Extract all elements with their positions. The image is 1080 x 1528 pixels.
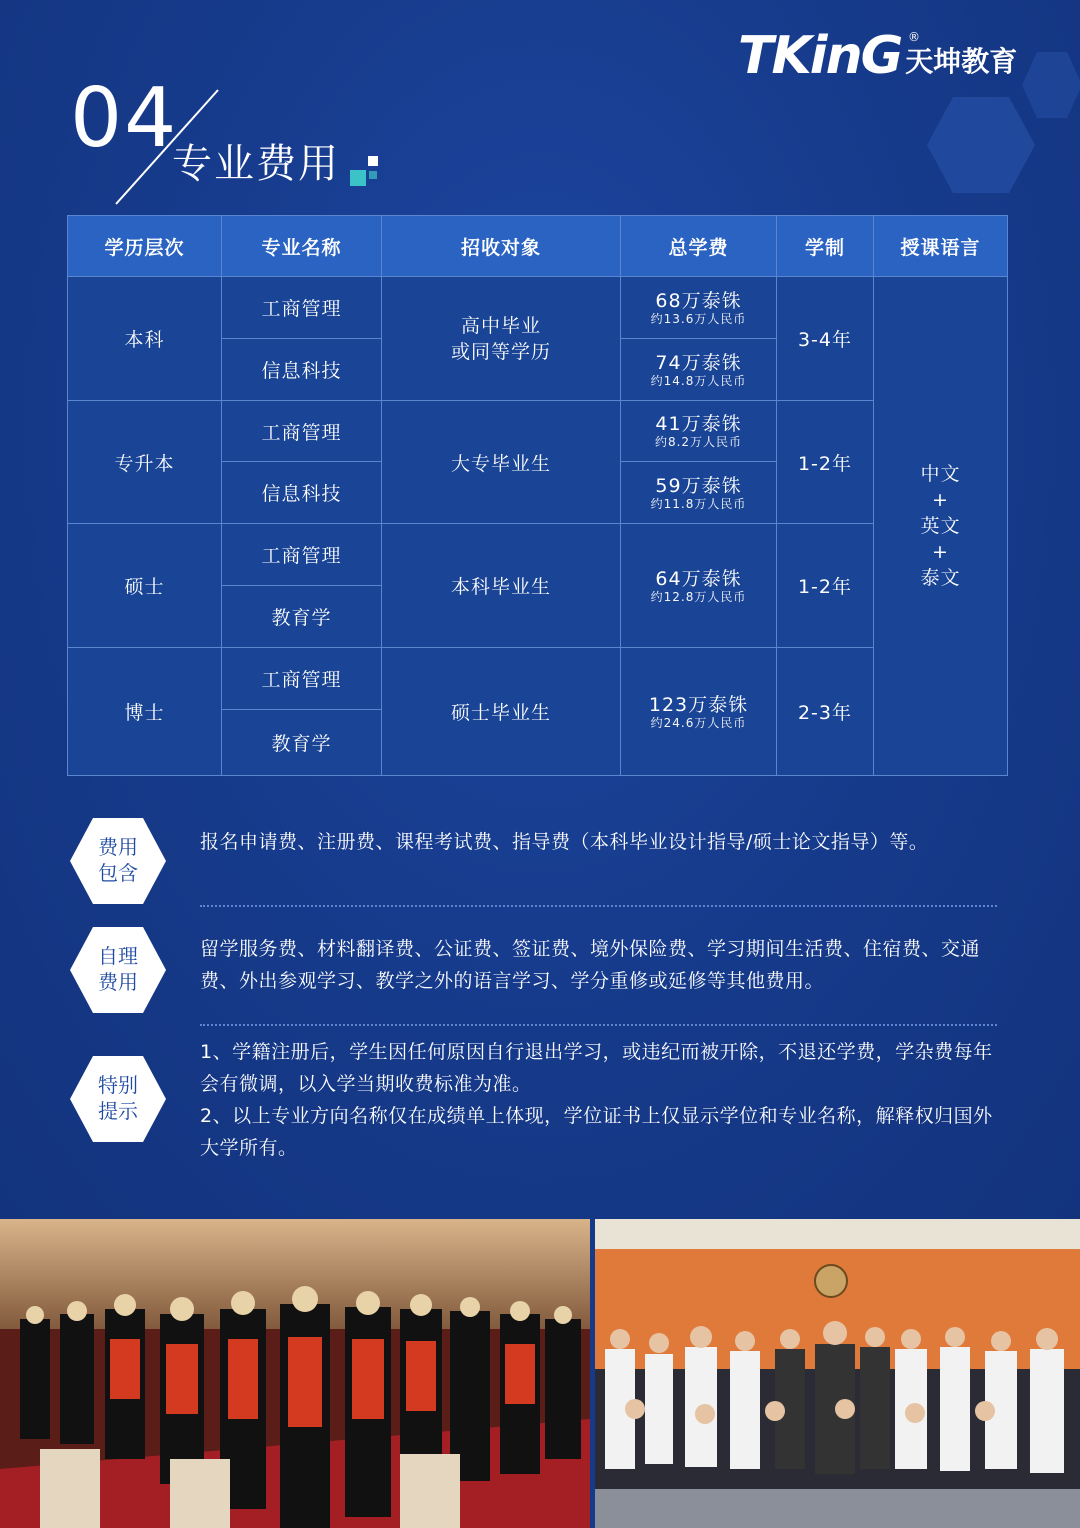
header-tuition: 总学费 xyxy=(621,216,777,277)
tuition-thb: 41万泰铢 xyxy=(655,413,742,435)
program-cell: 工商管理 xyxy=(222,277,382,339)
note-fees-included xyxy=(68,816,1008,908)
dotted-divider xyxy=(200,905,997,907)
note-text xyxy=(200,1036,1010,1164)
header-level: 学历层次 xyxy=(68,216,222,277)
duration-cell: 1-2年 xyxy=(777,524,874,648)
language-chinese: 中文 xyxy=(920,463,961,485)
language-plus: + xyxy=(932,541,949,563)
tuition-thb: 59万泰铢 xyxy=(655,474,742,497)
table-row xyxy=(68,648,1008,710)
tuition-thb: 68万泰铢 xyxy=(655,289,742,312)
tuition-thb: 64万泰铢 xyxy=(655,567,742,590)
level-cell: 专升本 xyxy=(68,401,222,524)
badge-line: 费用 xyxy=(98,835,138,859)
tip-item: 2、以上专业方向名称仅在成绩单上体现，学位证书上仅显示学位和专业名称，解释权归国外大学所有。 xyxy=(200,1105,993,1159)
fee-table xyxy=(67,215,1008,776)
registered-mark: ® xyxy=(908,30,920,44)
photo-illustration xyxy=(595,1219,1080,1528)
header-language: 授课语言 xyxy=(874,216,1008,277)
audience-cell: 大专毕业生 xyxy=(382,401,621,524)
program-cell: 教育学 xyxy=(222,586,382,648)
tuition-cell xyxy=(621,462,777,524)
duration-cell: 2-3年 xyxy=(777,648,874,776)
tuition-rmb: 约13.6万人民币 xyxy=(650,311,747,326)
brand-logo xyxy=(738,22,1018,86)
tuition-cell xyxy=(621,648,777,776)
note-special-tips xyxy=(68,1036,1008,1176)
tuition-rmb: 约24.6万人民币 xyxy=(650,715,747,730)
program-cell: 工商管理 xyxy=(222,524,382,586)
table-row xyxy=(68,277,1008,339)
duration-cell: 3-4年 xyxy=(777,277,874,401)
audience-cell xyxy=(382,277,621,401)
note-badge xyxy=(68,834,168,886)
program-cell: 信息科技 xyxy=(222,339,382,401)
tuition-cell xyxy=(621,524,777,648)
audience-line: 高中毕业 xyxy=(460,314,541,337)
language-thai: 泰文 xyxy=(920,567,961,589)
program-cell: 信息科技 xyxy=(222,462,382,524)
header-program: 专业名称 xyxy=(222,216,382,277)
tuition-thb: 123万泰铢 xyxy=(648,693,749,716)
badge-line: 自理 xyxy=(98,944,138,968)
tuition-cell xyxy=(621,277,777,339)
language-english: 英文 xyxy=(920,515,961,537)
note-text: 报名申请费、注册费、课程考试费、指导费（本科毕业设计指导/硕士论文指导）等。 xyxy=(200,831,929,853)
tuition-cell xyxy=(621,339,777,401)
squares-decoration xyxy=(350,156,384,190)
tuition-cell xyxy=(621,401,777,462)
dotted-divider xyxy=(200,1024,997,1026)
note-self-paid xyxy=(68,925,1008,1017)
hexagon-decoration-small xyxy=(1022,50,1080,120)
program-cell: 工商管理 xyxy=(222,401,382,462)
audience-line: 或同等学历 xyxy=(450,340,551,363)
tuition-rmb: 约12.8万人民币 xyxy=(650,589,747,604)
level-cell: 博士 xyxy=(68,648,222,776)
note-badge xyxy=(68,1072,168,1124)
level-cell: 硕士 xyxy=(68,524,222,648)
tuition-thb: 74万泰铢 xyxy=(655,351,742,374)
level-cell: 本科 xyxy=(68,277,222,401)
audience-cell: 硕士毕业生 xyxy=(382,648,621,776)
header-audience: 招收对象 xyxy=(382,216,621,277)
table-row xyxy=(68,401,1008,462)
hexagon-decoration xyxy=(925,95,1037,195)
tuition-rmb: 约11.8万人民币 xyxy=(650,496,747,511)
tip-item: 1、学籍注册后，学生因任何原因自行退出学习，或违纪而被开除，不退还学费，学杂费每年会有微调，以入学当期收费标准为准。 xyxy=(200,1041,993,1095)
language-plus: + xyxy=(932,489,949,511)
note-badge xyxy=(68,943,168,995)
badge-line: 提示 xyxy=(98,1099,138,1123)
student-group-photo xyxy=(595,1219,1080,1528)
program-cell: 教育学 xyxy=(222,710,382,776)
language-cell xyxy=(874,277,1008,776)
badge-line: 包含 xyxy=(98,861,138,885)
note-text: 留学服务费、材料翻译费、公证费、签证费、境外保险费、学习期间生活费、住宿费、交通费、外出参观学习、教学之外的语言学习、学分重修或延修等其他费用。 xyxy=(200,938,981,992)
graduation-ceremony-photo xyxy=(0,1219,590,1528)
photo-illustration xyxy=(0,1219,590,1528)
audience-cell: 本科毕业生 xyxy=(382,524,621,648)
table-header-row xyxy=(68,216,1008,277)
section-number: 04 xyxy=(70,71,179,166)
badge-line: 费用 xyxy=(98,970,138,994)
header-duration: 学制 xyxy=(777,216,874,277)
table-row xyxy=(68,524,1008,586)
section-title: 专业费用 xyxy=(172,141,340,187)
brand-name: 天坤教育 xyxy=(905,45,1018,78)
badge-line: 特别 xyxy=(98,1073,138,1097)
tuition-rmb: 约8.2万人民币 xyxy=(654,435,743,449)
tuition-rmb: 约14.8万人民币 xyxy=(650,373,747,388)
logo-mark: TKinG xyxy=(738,26,902,86)
duration-cell: 1-2年 xyxy=(777,401,874,524)
program-cell: 工商管理 xyxy=(222,648,382,710)
